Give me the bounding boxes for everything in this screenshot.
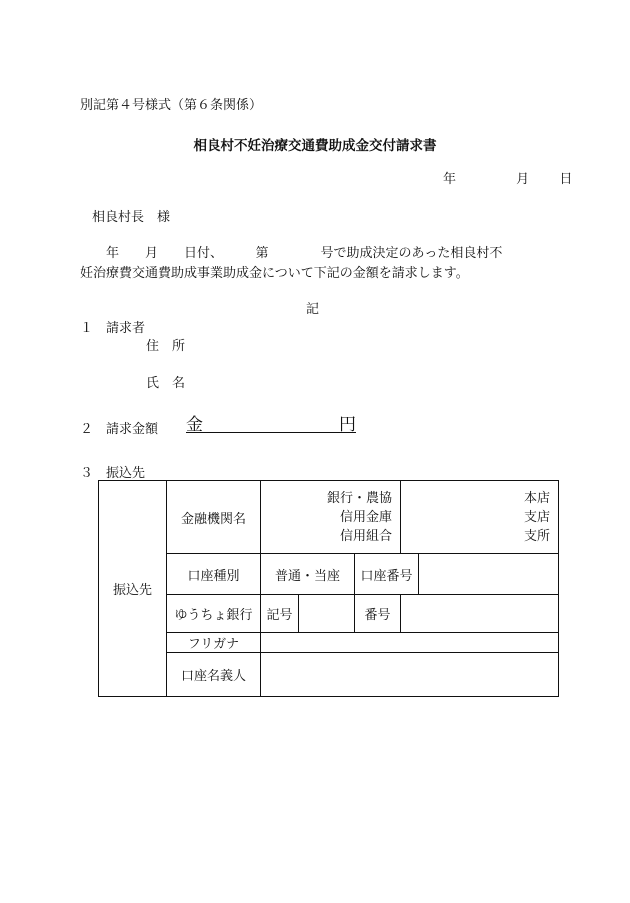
branch-type-shiten: 支店 — [524, 509, 551, 525]
branch-type-cell[interactable] — [401, 481, 559, 554]
account-type-value[interactable]: 普通・当座 — [261, 554, 355, 595]
account-holder-label: 口座名義人 — [167, 653, 261, 697]
section-2-label: ２ 請求金額 — [80, 422, 159, 437]
bank-type-shinkin: 信用金庫 — [339, 509, 392, 525]
en-label: 円 — [339, 415, 356, 435]
ki-heading: 記 — [306, 302, 320, 317]
furigana-label: フリガナ — [167, 633, 261, 653]
form-code: 別記第４号様式（第６条関係） — [80, 98, 263, 113]
furikomi-label: 振込先 — [99, 481, 167, 697]
section-3-label: ３ 振込先 — [80, 466, 146, 481]
bank-transfer-table — [98, 480, 559, 697]
date-year: 年 — [443, 172, 457, 187]
bank-name-label: 金融機関名 — [167, 481, 261, 554]
account-number-input[interactable] — [419, 554, 559, 595]
addressee: 相良村長 様 — [92, 210, 171, 225]
branch-type-honten: 本店 — [524, 490, 551, 506]
bango-input[interactable] — [401, 595, 559, 633]
body-text-line-2: 妊治療費交通費助成事業助成金について下記の金額を請求します。 — [80, 266, 469, 281]
kigo-label: 記号 — [261, 595, 299, 633]
yucho-label: ゆうちょ銀行 — [167, 595, 261, 633]
furigana-input[interactable] — [261, 633, 559, 653]
bank-type-cell[interactable] — [261, 481, 401, 554]
branch-type-shisho: 支所 — [524, 528, 551, 544]
account-holder-input[interactable] — [261, 653, 559, 697]
bango-label: 番号 — [355, 595, 401, 633]
amount-field[interactable] — [186, 412, 356, 433]
account-number-label: 口座番号 — [355, 554, 419, 595]
date-day: 日 — [559, 172, 573, 187]
bank-type-shinkumi: 信用組合 — [339, 528, 392, 544]
section-1-label: １ 請求者 — [80, 321, 146, 336]
body-text-line-1: 年 月 日付、 第 号で助成決定のあった相良村不 — [80, 246, 503, 261]
kin-label: 金 — [186, 415, 203, 435]
date-month: 月 — [516, 172, 530, 187]
name-label: 氏 名 — [146, 376, 186, 391]
account-type-label: 口座種別 — [167, 554, 261, 595]
date-line — [443, 168, 572, 187]
kigo-input[interactable] — [299, 595, 355, 633]
bank-type-ginko: 銀行・農協 — [326, 490, 392, 506]
page-title: 相良村不妊治療交通費助成金交付請求書 — [193, 138, 437, 154]
address-label: 住 所 — [146, 339, 186, 354]
